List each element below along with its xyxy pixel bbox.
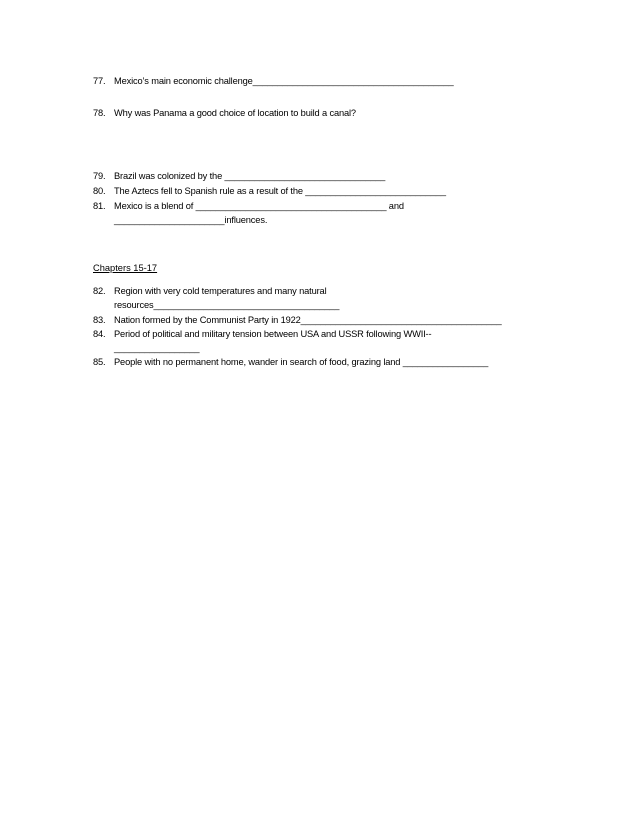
question-text: Mexico’s main economic challenge________________________________________ [114,76,454,86]
question-80 [93,185,446,198]
question-number: 80. [93,186,106,196]
question-number: 83. [93,315,106,325]
question-text: Mexico is a blend of ______________________________________ and [114,201,404,211]
question-85 [93,356,488,369]
question-number: 78. [93,108,106,118]
question-82-continuation: resources_____________________________________ [114,300,340,310]
question-text: The Aztecs fell to Spanish rule as a result of the ____________________________ [114,186,446,196]
question-number: 84. [93,329,106,339]
question-number: 77. [93,76,106,86]
question-text: Brazil was colonized by the ________________________________ [114,171,386,181]
question-number: 81. [93,201,106,211]
question-number: 85. [93,357,106,367]
question-78 [93,107,356,120]
question-79 [93,170,385,183]
question-82 [93,285,327,298]
question-text: People with no permanent home, wander in search of food, grazing land _________________ [114,357,489,367]
question-text: Why was Panama a good choice of location to build a canal? [114,108,356,118]
question-number: 79. [93,171,106,181]
question-84 [93,328,431,341]
question-text: Period of political and military tension between USA and USSR following WWII-- [114,329,432,339]
question-84-continuation: _________________ [114,343,200,353]
question-77 [93,75,454,88]
question-83 [93,314,501,327]
question-81 [93,200,404,213]
question-text: Nation formed by the Communist Party in 1922________________________________________ [114,315,502,325]
section-heading: Chapters 15-17 [93,263,158,273]
question-text: Region with very cold temperatures and many natural [114,286,327,296]
question-number: 82. [93,286,106,296]
question-81-continuation: ______________________influences. [114,215,268,225]
